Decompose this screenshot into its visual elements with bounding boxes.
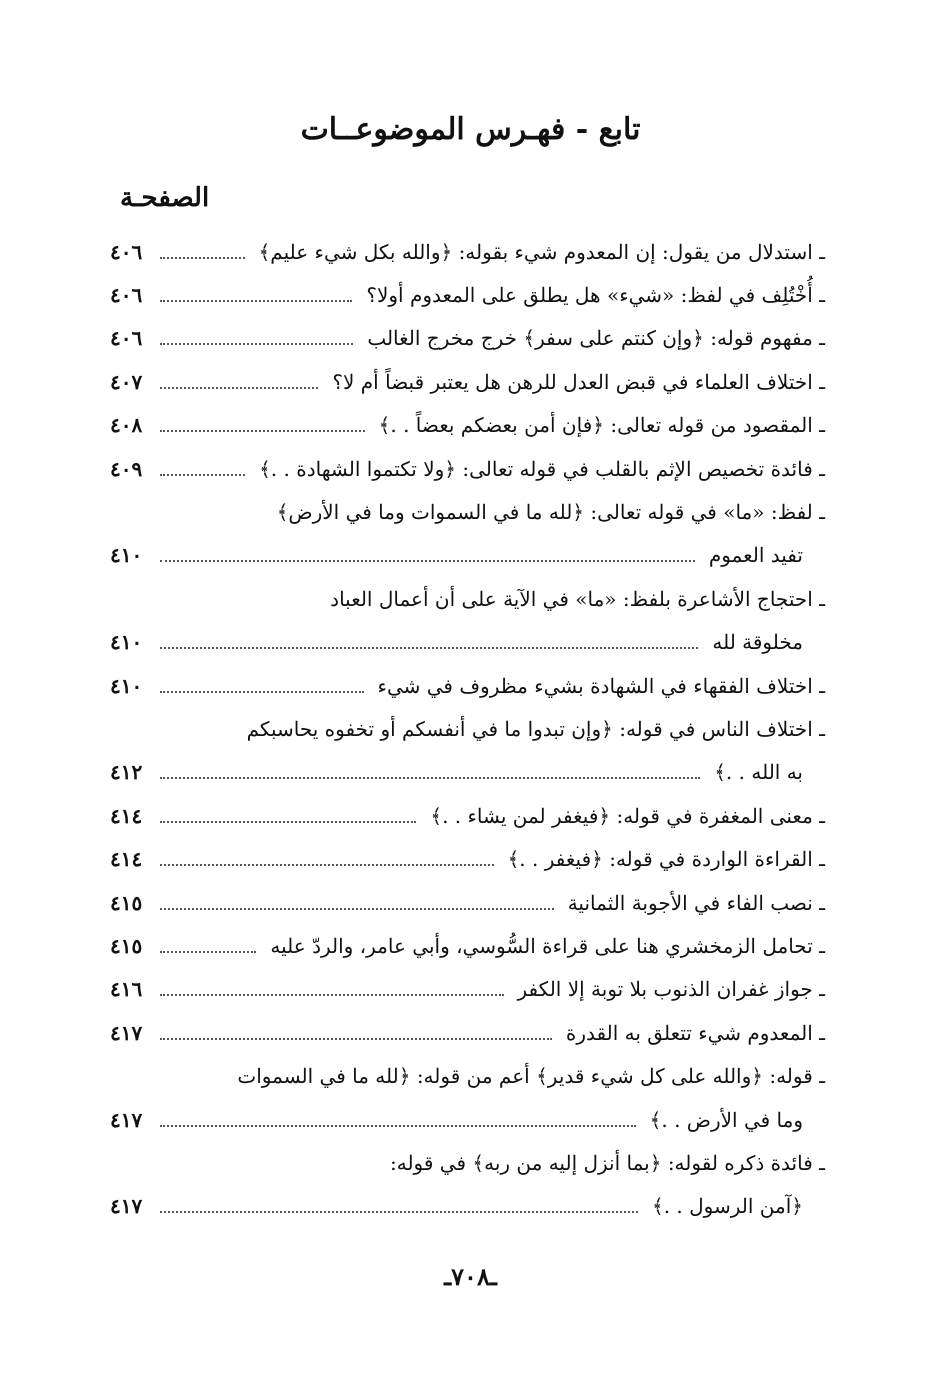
leader-dots — [160, 257, 245, 259]
page-title: تابع - فهـرس الموضوعــات — [300, 112, 641, 147]
leader-dots — [160, 691, 364, 693]
entry-text: ـ المقصود من قوله تعالى: ﴿فإن أمن بعضكم بعضاً . .﴾ — [378, 413, 825, 438]
entry-page: ٤٠٦ — [110, 239, 143, 264]
entry-page: ٤٠٦ — [110, 326, 143, 351]
index-entry-continuation — [110, 534, 825, 577]
entry-page: ٤٠٨ — [110, 413, 143, 438]
index-entry — [110, 317, 825, 360]
entry-text: ـ استدلال من يقول: إن المعدوم شيء بقوله: ﴿والله بكل شيء عليم﴾ — [258, 239, 825, 264]
leader-dots — [160, 560, 695, 562]
index-entry — [110, 881, 825, 924]
entry-text: ـ اختلاف الناس في قوله: ﴿وإن تبدوا ما في أنفسكم أو تخفوه يحاسبكم — [246, 716, 825, 741]
entry-page: ٤١٧ — [110, 1107, 143, 1132]
entry-text: مخلوقة لله — [712, 630, 803, 655]
index-entry — [110, 360, 825, 403]
index-entry-continuation — [110, 621, 825, 664]
index-entry — [110, 404, 825, 447]
leader-dots — [160, 1211, 638, 1213]
entry-page: ٤٠٧ — [110, 369, 143, 394]
index-entry-continuation — [110, 751, 825, 794]
entry-page: ٤١٧ — [110, 1020, 143, 1045]
entry-text: ـ قوله: ﴿والله على كل شيء قدير﴾ أعم من قوله: ﴿لله ما في السموات — [237, 1064, 825, 1089]
entry-page: ٤١٧ — [110, 1194, 143, 1219]
index-entry — [110, 577, 825, 620]
leader-dots — [160, 647, 698, 649]
page-column-heading: الصفحـة — [120, 183, 210, 213]
leader-dots — [160, 343, 353, 345]
leader-dots — [160, 1038, 552, 1040]
leader-dots — [160, 387, 318, 389]
entry-page: ٤١٤ — [110, 847, 143, 872]
leader-dots — [160, 821, 416, 823]
index-entry — [110, 968, 825, 1011]
index-entry — [110, 230, 825, 273]
entry-text: ـ مفهوم قوله: ﴿وإن كنتم على سفر﴾ خرج مخرج الغالب — [367, 326, 825, 351]
index-entry-continuation — [110, 1098, 825, 1141]
index-entry — [110, 794, 825, 837]
page-number: ـ٧٠٨ـ — [444, 1262, 497, 1291]
index-entry — [110, 1011, 825, 1054]
entry-text: ـ اختلاف العلماء في قبض العدل للرهن هل يعتبر قبضاً أم لا؟ — [332, 369, 825, 394]
entry-text: ـ نصب الفاء في الأجوبة الثمانية — [567, 890, 825, 915]
index-entry — [110, 273, 825, 316]
entry-text: ـ فائدة ذكره لقوله: ﴿بما أنزل إليه من ربه﴾ في قوله: — [390, 1150, 825, 1175]
entry-text: وما في الأرض . .﴾ — [649, 1107, 803, 1132]
entry-text: ـ فائدة تخصيص الإثم بالقلب في قوله تعالى: ﴿ولا تكتموا الشهادة . .﴾ — [259, 456, 825, 481]
index-entry — [110, 664, 825, 707]
leader-dots — [160, 777, 700, 779]
leader-dots — [160, 474, 245, 476]
entry-page: ٤١٠ — [110, 543, 143, 568]
entry-text: ـ تحامل الزمخشري هنا على قراءة السُّوسي، وأبي عامر، والردّ عليه — [270, 933, 825, 958]
entry-text: ﴿آمن الرسول . .﴾ — [651, 1194, 803, 1219]
entry-text: ـ أُخْتُلِف في لفظ: «شيء» هل يطلق على المعدوم أولا؟ — [366, 283, 825, 308]
index-entry — [110, 447, 825, 490]
entry-page: ٤١٠ — [110, 630, 143, 655]
entry-text: ـ اختلاف الفقهاء في الشهادة بشيء مظروف في شيء — [377, 673, 825, 698]
entry-text: ـ لفظ: «ما» في قوله تعالى: ﴿لله ما في السموات وما في الأرض﴾ — [276, 500, 825, 525]
index-entry — [110, 1141, 825, 1184]
index-entry — [110, 924, 825, 967]
entry-text: ـ المعدوم شيء تتعلق به القدرة — [565, 1020, 825, 1045]
leader-dots — [160, 994, 504, 996]
leader-dots — [160, 908, 554, 910]
entry-text: تفيد العموم — [708, 543, 803, 568]
entry-text: ـ احتجاج الأشاعرة بلفظ: «ما» في الآية على أن أعمال العباد — [330, 586, 825, 611]
index-entry — [110, 837, 825, 880]
entry-page: ٤٠٦ — [110, 283, 143, 308]
entry-text: به الله . .﴾ — [714, 760, 803, 785]
leader-dots — [160, 1125, 636, 1127]
index-list — [110, 230, 825, 1228]
entry-page: ٤١٥ — [110, 890, 143, 915]
entry-page: ٤١٦ — [110, 977, 143, 1002]
entry-page: ٤١٤ — [110, 803, 143, 828]
entry-page: ٤١٢ — [110, 760, 143, 785]
leader-dots — [160, 430, 365, 432]
entry-text: ـ جواز غفران الذنوب بلا توبة إلا الكفر — [517, 977, 825, 1002]
entry-page: ٤٠٩ — [110, 456, 143, 481]
entry-text: ـ القراءة الواردة في قوله: ﴿فيغفر . .﴾ — [507, 847, 825, 872]
leader-dots — [160, 951, 256, 953]
entry-text: ـ معنى المغفرة في قوله: ﴿فيغفر لمن يشاء . .﴾ — [430, 803, 825, 828]
entry-page: ٤١٠ — [110, 673, 143, 698]
index-entry-continuation — [110, 1185, 825, 1228]
leader-dots — [160, 864, 494, 866]
index-entry — [110, 1054, 825, 1097]
entry-page: ٤١٥ — [110, 933, 143, 958]
leader-dots — [160, 300, 352, 302]
index-entry — [110, 490, 825, 533]
index-entry — [110, 707, 825, 750]
